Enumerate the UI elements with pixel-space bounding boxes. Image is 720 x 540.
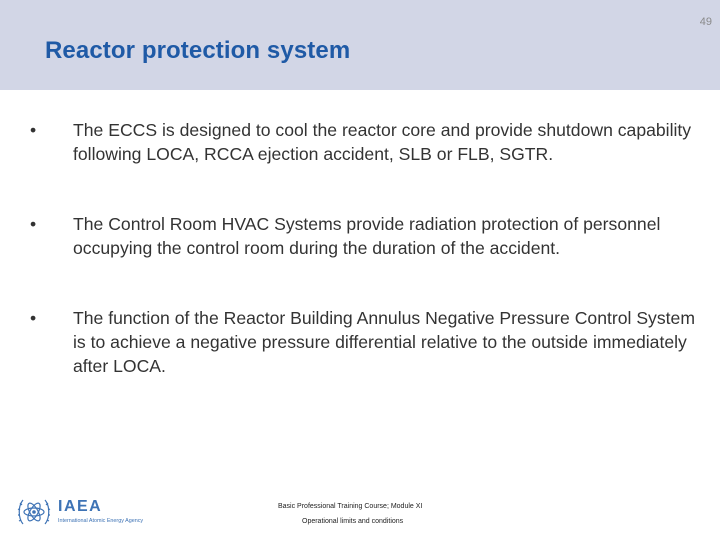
bullet-item — [30, 306, 700, 378]
footer-topic: Operational limits and conditions — [302, 518, 404, 525]
bullet-list — [30, 118, 700, 378]
bullet-marker: • — [30, 214, 37, 234]
bullet-item — [30, 212, 700, 260]
bullet-item — [30, 118, 700, 166]
iaea-logo — [17, 494, 167, 530]
slide-title: Reactor protection system — [45, 37, 351, 64]
bullet-text: The ECCS is designed to cool the reactor core and provide shutdown capability following LOCA, RCCA ejection accident, SLB or FLB, SGTR. — [73, 120, 692, 164]
bullet-marker: • — [30, 120, 37, 140]
footer-course: Basic Professional Training Course; Module XI — [278, 503, 423, 510]
logo-subtitle: International Atomic Energy Agency — [58, 518, 144, 524]
atom-emblem-icon — [17, 494, 51, 530]
logo-text: IAEA — [58, 498, 103, 515]
bullet-text: The function of the Reactor Building Annulus Negative Pressure Control System is to achieve a negative pressure differential relative to the outside immediately after LOCA. — [73, 308, 695, 376]
bullet-text: The Control Room HVAC Systems provide radiation protection of personnel occupying the control room during the duration of the accident. — [73, 214, 661, 258]
page-number: 49 — [699, 16, 712, 28]
bullet-marker: • — [30, 308, 37, 328]
